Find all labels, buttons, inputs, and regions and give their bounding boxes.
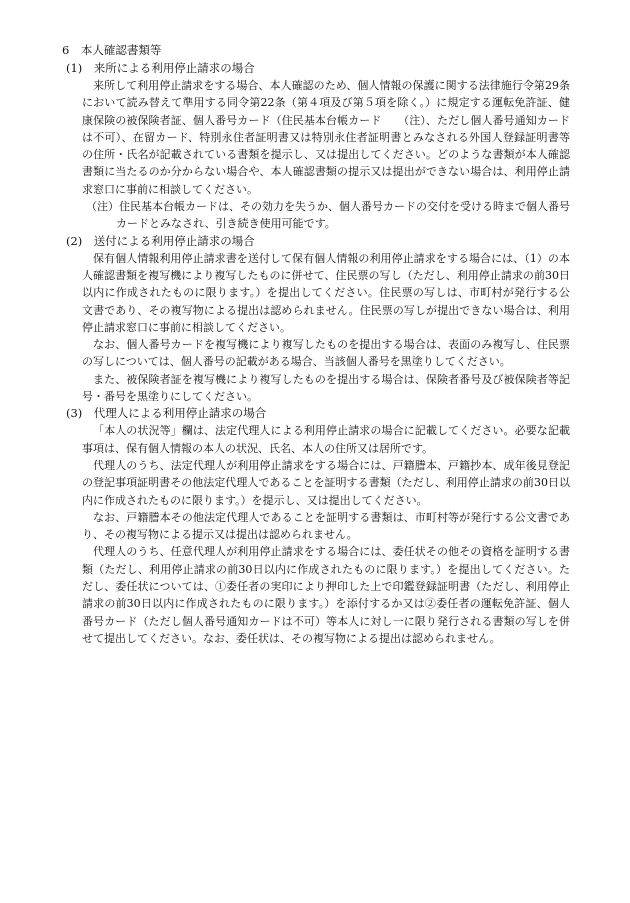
paragraph-visit-identification: 来所して利用停止請求をする場合、本人確認のため、個人情報の保護に関する法律施行令第29条において読み替えて準用する同令第22条（第４項及び第５項を除く。）に規定する運転免許証、健康保険の被保険者証、個人番号カード（住民基本台帳カード （注）、ただし個人番号通知カードは不可）、在留カード、特別永住者証明書又は特別永住者証明書とみなされる外国人登録証明書等の住所・氏名が記載されている書類を提示し、又は提出してください。どのような書類が本人確認書類に当たるのか分からない場合や、本人確認書類の提示又は提出ができない場合は、利用停止請求窓口に事前に相談してください。 — [82, 79, 570, 196]
paragraph-agent-legal-representative: 代理人のうち、法定代理人が利用停止請求をする場合には、戸籍謄本、戸籍抄本、成年後見登記の登記事項証明書その他法定代理人であることを証明する書類（ただし、利用停止請求の前30日以内に作成されたものに限ります。）を提示し、又は提出してください。 — [82, 458, 570, 507]
section-heading: 6 本人確認書類等 — [62, 43, 162, 57]
paragraph-agent-official-documents: なお、戸籍謄本その他法定代理人であることを証明する書類は、市町村等が発行する公文書であり、その複写物による提示又は提出は認められません。 — [82, 510, 570, 542]
paragraph-agent-voluntary-representative: 代理人のうち、任意代理人が利用停止請求をする場合には、委任状その他その資格を証明する書類（ただし、利用停止請求の前30日以内に作成されたものに限ります。）を提出してください。ただし、委任状については、①委任者の実印により押印した上で印鑑登録証明書（ただし、利用停止請求の前30日以内に作成されたものに限ります。）を添付するか又は②委任者の運転免許証、個人番号カード（ただし個人番号通知カードは不可）等本人に対し一に限り発行される書類の写しを併せて提出してください。なお、委任状は、その複写物による提出は認められません。 — [82, 545, 570, 645]
paragraph-mail-documents: 保有個人情報利用停止請求書を送付して保有個人情報の利用停止請求をする場合には、（1）の本人確認書類を複写機により複写したものに併せて、住民票の写し（ただし、利用停止請求の前30日以内に作成されたものに限ります。）を提出してください。住民票の写しは、市町村が発行する公文書であり、その複写物による提出は認められません。住民票の写しが提出できない場合は、利用停止請求窓口に事前に相談してください。 — [82, 251, 570, 334]
subsection-heading-visit: (1) 来所による利用停止請求の場合 — [66, 61, 255, 75]
subsection-heading-agent: (3) 代理人による利用停止請求の場合 — [66, 406, 267, 421]
paragraph-mail-insurance-card: また、被保険者証を複写機により複写したものを提出する場合は、保険者番号及び被保険者等記号・番号を黒塗りにしてください。 — [82, 372, 570, 404]
subsection-heading-mail: (2) 送付による利用停止請求の場合 — [66, 233, 255, 248]
paragraph-agent-status-field: 「本人の状況等」欄は、法定代理人による利用停止請求の場合に記載してください。必要な記載事項は、保有個人情報の本人の状況、氏名、本人の住所又は居所です。 — [82, 424, 570, 455]
note-basic-resident-card: （注）住民基本台帳カードは、その効力を失うか、個人番号カードの交付を受ける時まで個人番号カードとみなされ、引き続き使用可能です。 — [86, 200, 570, 231]
document-page — [60, 42, 570, 647]
paragraph-mail-individual-number: なお、個人番号カードを複写機により複写したものを提出する場合は、表面のみ複写し、住民票の写しについては、個人番号の記載がある場合、当該個人番号を黒塗りしてください。 — [82, 338, 570, 369]
